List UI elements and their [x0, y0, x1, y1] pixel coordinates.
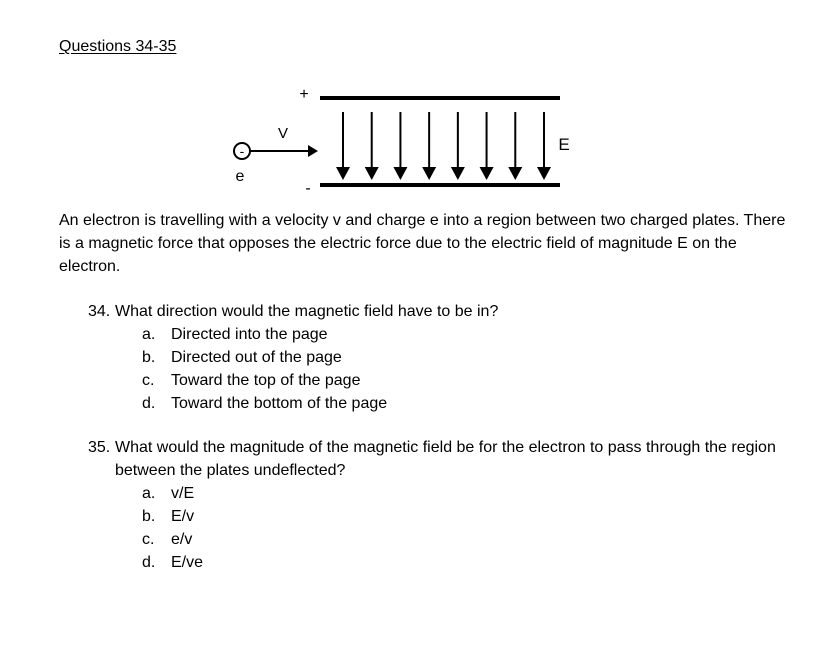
option-d[interactable] [88, 551, 795, 574]
field-arrow [537, 112, 551, 180]
option-letter: c. [142, 372, 155, 389]
option-c[interactable] [88, 369, 795, 392]
electric-field-arrows [336, 112, 551, 180]
option-b[interactable] [88, 346, 795, 369]
plus-label: + [299, 86, 309, 103]
field-arrow [422, 112, 436, 180]
option-text: E/ve [171, 554, 204, 571]
question-number: 35. [88, 439, 111, 456]
question-34 [88, 300, 795, 415]
velocity-arrow-head [308, 145, 318, 157]
option-text: v/E [171, 485, 195, 502]
question-number: 34. [88, 303, 111, 320]
option-letter: a. [142, 485, 156, 502]
problem-description: An electron is travelling with a velocity v and charge e into a region between two charged plates. There is a magnetic force that opposes the electric force due to the electric field of magnitude E on the electron. [59, 212, 786, 275]
minus-label: - [305, 180, 311, 197]
field-arrow [336, 112, 350, 180]
field-arrow [480, 112, 494, 180]
option-text: Directed out of the page [171, 349, 342, 366]
option-letter: d. [142, 554, 156, 571]
option-d[interactable] [88, 392, 795, 415]
question-35 [88, 436, 795, 574]
option-text: Directed into the page [171, 326, 328, 343]
charged-plates-diagram [0, 0, 835, 200]
question-text: What would the magnitude of the magnetic field be for the electron to pass through the region between the plates undeflected? [115, 439, 776, 479]
option-letter: b. [142, 349, 156, 366]
option-text: Toward the top of the page [171, 372, 361, 389]
field-arrow [508, 112, 522, 180]
option-b[interactable] [88, 505, 795, 528]
option-letter: b. [142, 508, 156, 525]
field-arrow [393, 112, 407, 180]
velocity-label: V [277, 125, 289, 142]
option-a[interactable] [88, 482, 795, 505]
option-letter: a. [142, 326, 156, 343]
field-arrow [451, 112, 465, 180]
electron-charge-symbol: - [239, 143, 245, 159]
option-text: e/v [171, 531, 193, 548]
option-a[interactable] [88, 323, 795, 346]
option-letter: d. [142, 395, 156, 412]
electron-icon [234, 143, 250, 159]
charge-label: e [235, 168, 245, 185]
option-c[interactable] [88, 528, 795, 551]
option-letter: c. [142, 531, 155, 548]
answer-options [88, 323, 795, 415]
field-label: E [558, 135, 570, 154]
question-text: What direction would the magnetic field have to be in? [115, 303, 499, 320]
answer-options [88, 482, 795, 574]
option-text: E/v [171, 508, 195, 525]
page-heading: Questions 34-35 [59, 38, 177, 55]
field-arrow [365, 112, 379, 180]
option-text: Toward the bottom of the page [171, 395, 388, 412]
